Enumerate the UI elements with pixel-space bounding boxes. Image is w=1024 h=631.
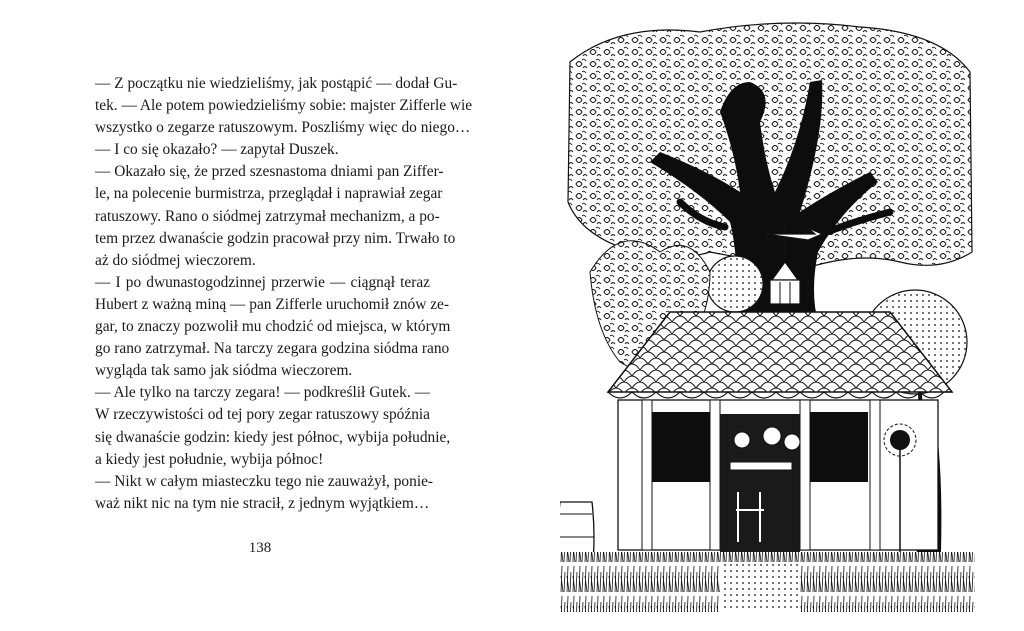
text-line: — Z początku nie wiedzieliśmy, jak postąpić — dodał Gu- xyxy=(95,75,458,92)
text-line: gar, to znaczy pozwolił mu chodzić od miejsca, w którym xyxy=(95,318,451,336)
round-bush-left xyxy=(707,256,763,312)
text-line: wygląda tak samo jak siódma wieczorem. xyxy=(95,362,353,380)
text-line: tek. — Ale potem powiedzieliśmy sobie: majster Zifferle wie xyxy=(95,97,473,115)
text-line: — I co się okazało? — zapytał Duszek. xyxy=(95,141,339,159)
body-text xyxy=(95,73,473,515)
text-line: waż nikt nic na tym nie stracił, z jednym wyjątkiem… xyxy=(95,494,430,512)
text-line: się dwanaście godzin: kiedy jest północ, wybija południe, xyxy=(95,428,451,446)
text-line: aż do siódmej wieczorem. xyxy=(95,251,256,269)
text-line: Hubert z ważną miną — pan Zifferle uruchomił znów ze- xyxy=(95,295,449,313)
page-number: 138 xyxy=(248,540,272,556)
text-line: — Nikt w całym miasteczku tego nie zauważył, ponie- xyxy=(95,472,434,490)
text-line: wszystko o zegarze ratuszowym. Poszliśmy więc do niego… xyxy=(95,119,471,137)
text-line: go rano zatrzymał. Na tarczy zegara godzina siódma rano xyxy=(95,340,450,358)
gazebo-window-left xyxy=(652,412,712,482)
gazebo-illustration xyxy=(560,22,975,612)
text-line: tem przez dwanaście godzin pracował przy nim. Trwało to xyxy=(95,229,456,247)
text-line: W rzeczywistości od tej pory zegar ratuszowy spóźnia xyxy=(95,406,430,424)
text-line: a kiedy jest południe, wybija północ! xyxy=(95,450,324,468)
text-line: — I po dwunastogodzinnej przerwie — ciągnął teraz xyxy=(95,273,430,291)
right-page xyxy=(560,22,975,612)
text-line: ratuszowy. Rano o siódmej zatrzymał mechanizm, a po- xyxy=(95,207,440,225)
text-line: — Okazało się, że przed szesnastoma dniami pan Ziffer- xyxy=(95,163,444,181)
path xyxy=(720,562,800,612)
gazebo-window-right xyxy=(808,412,868,482)
text-line: — Ale tylko na tarczy zegara! — podkreślił Gutek. — xyxy=(95,384,430,402)
text-line: le, na polecenie burmistrza, przeglądał i naprawiał zegar xyxy=(95,185,443,203)
